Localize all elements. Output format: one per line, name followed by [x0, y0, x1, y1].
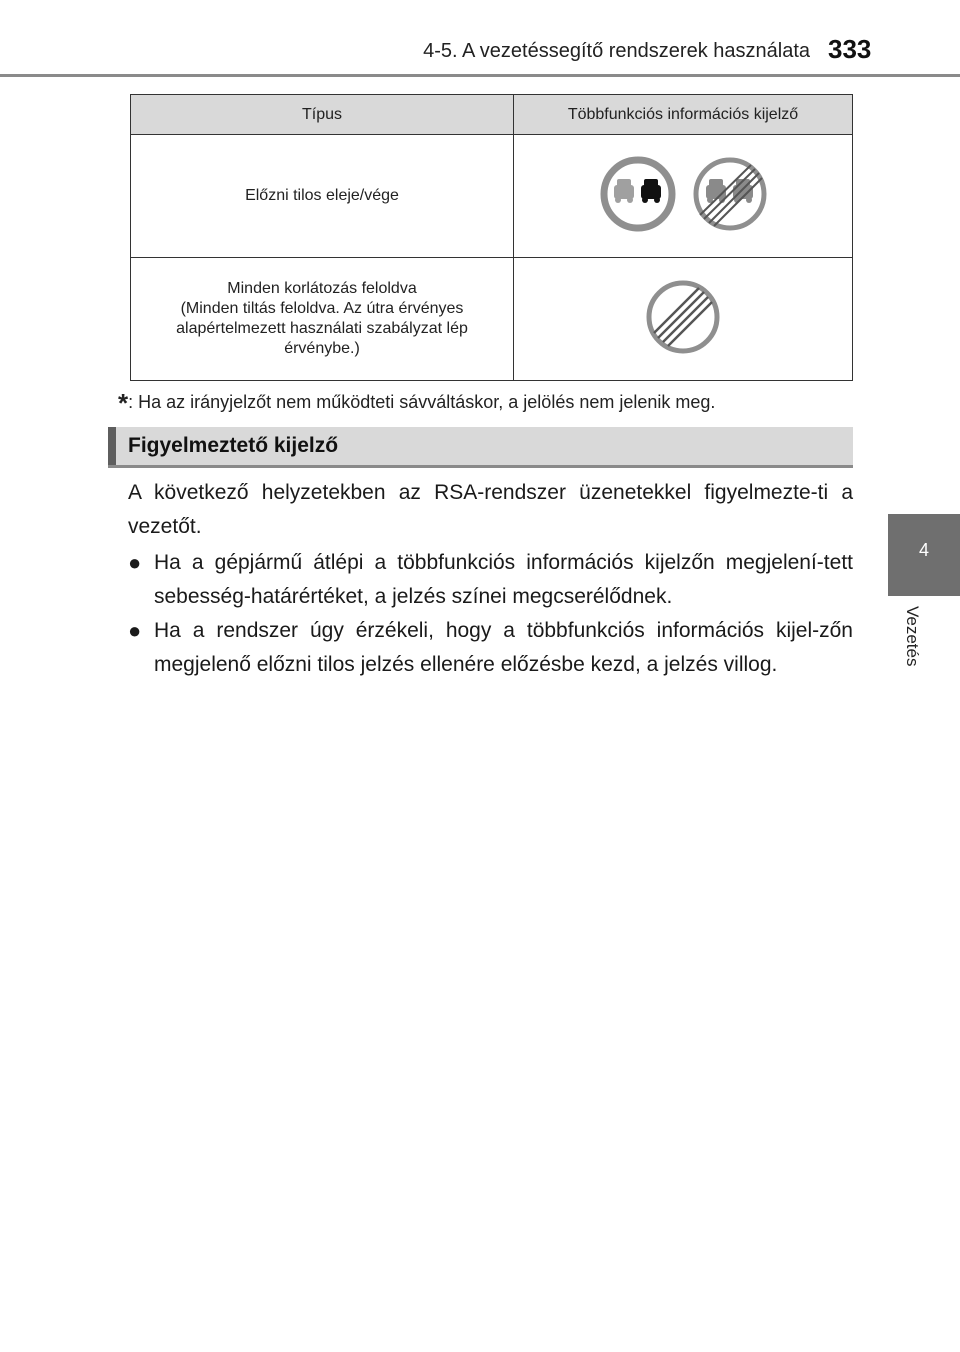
- no-overtaking-sign-icon: [563, 149, 803, 239]
- table-cell-display: [514, 135, 853, 258]
- section-heading-rule: [108, 465, 853, 468]
- chapter-tab-label: Vezetés: [903, 606, 922, 667]
- section-title: Figyelmeztető kijelző: [128, 434, 339, 457]
- table-row: [131, 258, 853, 381]
- end-of-all-restrictions-sign-icon: [638, 272, 728, 362]
- end-of-no-overtaking-sign-icon: [696, 160, 764, 228]
- sign-type-table: [130, 94, 853, 381]
- bullet-text: Ha a rendszer úgy érzékeli, hogy a többfunkciós információs kijel-zőn megjelenő előzni tilos jelzés ellenére előzésbe kezd, a jelzés villog.: [154, 619, 853, 676]
- chapter-tab: [888, 514, 960, 596]
- type-line: alapértelmezett használati szabályzat lép: [176, 320, 468, 337]
- bullet-text: Ha a gépjármű átlépi a többfunkciós információs kijelzőn megjelení-tett sebesség-határértéket, a jelzés színei megcserélődnek.: [154, 551, 853, 608]
- section-intro: A következő helyzetekben az RSA-rendszer üzenetekkel figyelmezte-ti a vezetőt.: [128, 481, 853, 538]
- type-line: (Minden tiltás feloldva. Az útra érvényes: [180, 300, 464, 317]
- bullet-icon: ●: [128, 618, 142, 643]
- footnote-marker: *: [118, 388, 129, 418]
- table-cell-display: [514, 258, 853, 381]
- type-line: Előzni tilos eleje/vége: [245, 187, 399, 204]
- chapter-tab-number: 4: [918, 540, 929, 560]
- bullet-icon: ●: [128, 550, 142, 575]
- type-line: Minden korlátozás feloldva: [227, 280, 417, 297]
- table-footnote: [118, 384, 858, 418]
- list-item: [128, 546, 853, 614]
- section-heading-bar: [108, 427, 853, 465]
- page-number: 333: [828, 34, 872, 64]
- header-rule: [0, 74, 960, 77]
- header-title: 4-5. A vezetéssegítő rendszerek használata: [423, 40, 810, 62]
- table-row: [131, 135, 853, 258]
- footnote-text: : Ha az irányjelzőt nem működteti sávváltáskor, a jelölés nem jelenik meg.: [128, 392, 716, 412]
- table-header-display: Többfunkciós információs kijelző: [514, 95, 853, 135]
- table-header-type: Típus: [131, 95, 514, 135]
- table-cell-type: [131, 258, 514, 381]
- list-item: [128, 614, 853, 682]
- type-line: érvénybe.): [284, 340, 360, 357]
- table-cell-type: [131, 135, 514, 258]
